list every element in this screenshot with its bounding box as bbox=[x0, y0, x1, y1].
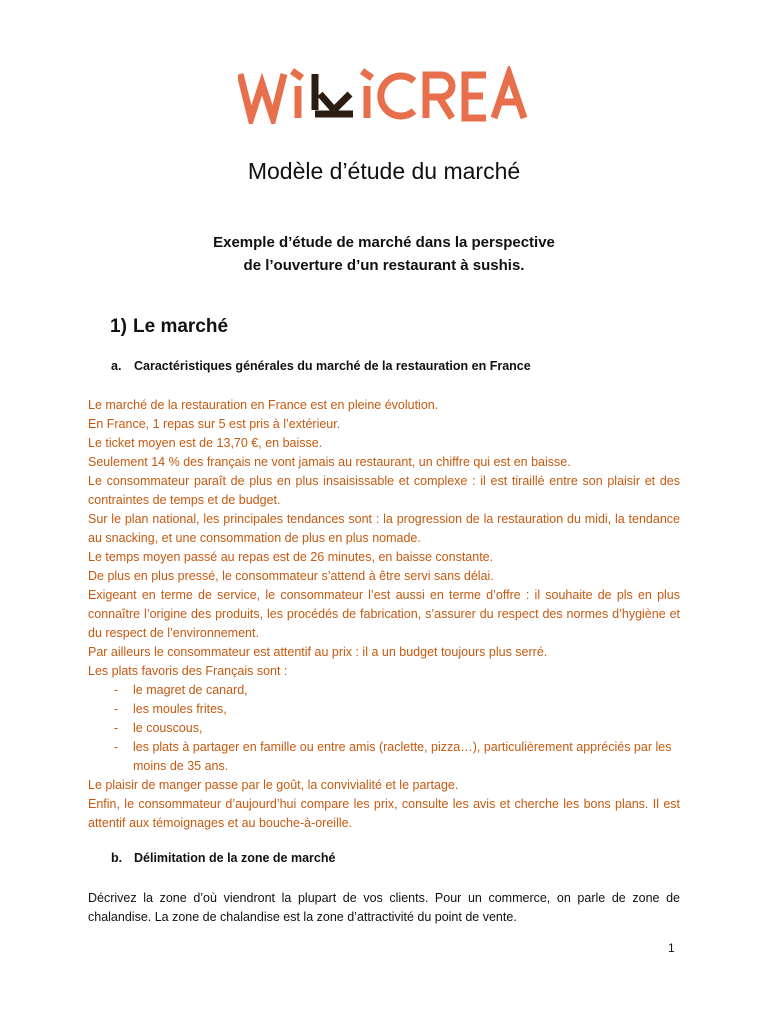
subsection-title-a: Caractéristiques générales du marché de la restauration en France bbox=[134, 359, 531, 373]
section-number: 1) bbox=[110, 316, 127, 337]
subsection-heading-b bbox=[111, 851, 335, 865]
section-title: Le marché bbox=[133, 316, 229, 337]
list-item-text: les moules frites, bbox=[133, 702, 227, 716]
paragraph: En France, 1 repas sur 5 est pris à l’extérieur. bbox=[88, 417, 341, 431]
subsection-letter-a: a. bbox=[111, 359, 122, 373]
paragraph: Seulement 14 % des français ne vont jamais au restaurant, un chiffre qui est en baisse. bbox=[88, 455, 571, 469]
list-item bbox=[88, 719, 680, 738]
paragraph: Enfin, le consommateur d’aujourd’hui compare les prix, consulte les avis et cherche les bons plans. Il est attentif aux témoignages et au bouche-à-oreille. bbox=[88, 797, 680, 830]
subtitle bbox=[0, 231, 768, 277]
subsection-heading-a bbox=[111, 359, 531, 373]
subsection-title-b: Délimitation de la zone de marché bbox=[134, 851, 336, 865]
section-heading-1 bbox=[110, 316, 228, 338]
page-title: Modèle d’étude du marché bbox=[247, 158, 521, 184]
paragraph: Par ailleurs le consommateur est attentif au prix : il a un budget toujours plus serré. bbox=[88, 645, 548, 659]
bullet-dash: - bbox=[114, 702, 119, 716]
market-characteristics-text bbox=[88, 396, 680, 833]
list-item bbox=[88, 700, 680, 719]
subtitle-line-1: Exemple d’étude de marché dans la perspective bbox=[213, 234, 555, 251]
paragraph: De plus en plus pressé, le consommateur s’attend à être servi sans délai. bbox=[88, 569, 494, 583]
paragraph: Le consommateur paraît de plus en plus insaisissable et complexe : il est tiraillé entre son plaisir et des contraintes de temps et de budget. bbox=[88, 474, 680, 507]
subsection-letter-b: b. bbox=[111, 851, 123, 865]
list-item bbox=[88, 681, 680, 700]
list-item-text: les plats à partager en famille ou entre amis (raclette, pizza…), particulièrement appréciés par les moins de 35 ans. bbox=[133, 740, 672, 773]
favorite-dishes-list bbox=[88, 681, 680, 776]
paragraph: Les plats favoris des Français sont : bbox=[88, 664, 288, 678]
list-item bbox=[88, 738, 680, 776]
paragraph: Le temps moyen passé au repas est de 26 minutes, en baisse constante. bbox=[88, 550, 494, 564]
list-item-text: le couscous, bbox=[133, 721, 203, 735]
wikicrea-logo-mark bbox=[238, 66, 530, 124]
subtitle-line-2: de l’ouverture d’un restaurant à sushis. bbox=[243, 257, 525, 274]
market-zone-text: Décrivez la zone d’où viendront la plupart de vos clients. Pour un commerce, on parle de zone de chalandise. La zone de chalandise est la zone d’attractivité du point de vente. bbox=[88, 891, 680, 924]
bullet-dash: - bbox=[114, 721, 119, 735]
paragraph: Le ticket moyen est de 13,70 €, en baisse. bbox=[88, 436, 323, 450]
paragraph: Exigeant en terme de service, le consommateur l’est aussi en terme d’offre : il souhaite de pls en plus connaître l’origine des produits, les procédés de fabrication, s’assurer du respect des normes d’hygiène et du respect de l’environnement. bbox=[88, 588, 680, 640]
list-item-text: le magret de canard, bbox=[133, 683, 248, 697]
paragraph: Sur le plan national, les principales tendances sont : la progression de la restauration du midi, la tendance au snacking, et une consommation de plus en plus nomade. bbox=[88, 512, 680, 545]
bullet-dash: - bbox=[114, 683, 119, 697]
paragraph: Le marché de la restauration en France est en pleine évolution. bbox=[88, 398, 439, 412]
page-number: 1 bbox=[668, 941, 675, 955]
paragraph: Le plaisir de manger passe par le goût, la convivialité et le partage. bbox=[88, 778, 459, 792]
bullet-dash: - bbox=[114, 740, 119, 754]
wikicrea-logo bbox=[238, 66, 530, 124]
